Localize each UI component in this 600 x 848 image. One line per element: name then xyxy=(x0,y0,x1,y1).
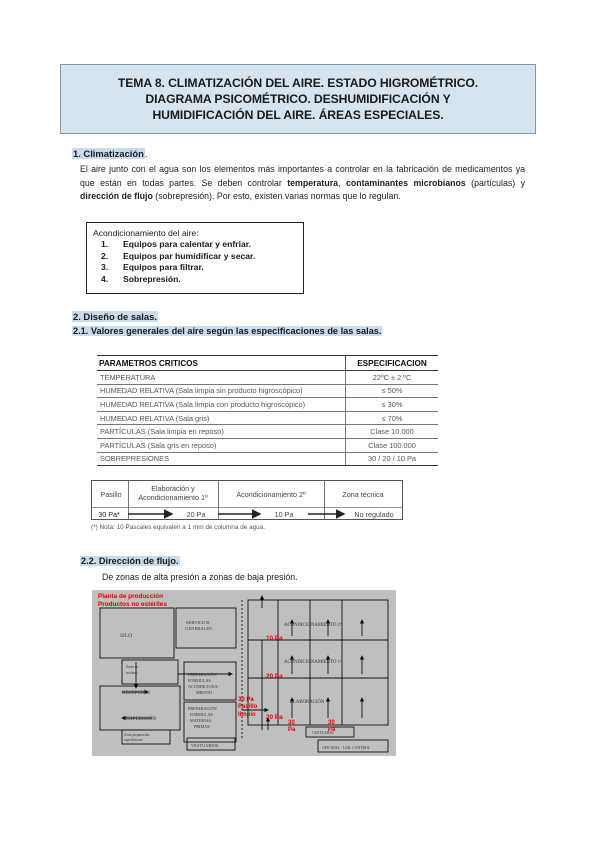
table-cell: Clase 10.000 xyxy=(346,425,439,439)
section1-heading-dot: . xyxy=(144,148,148,159)
label-elaboracion: ELABORACIÓN xyxy=(290,700,325,705)
section2-2-text: De zonas de alta presión a zonas de baja presión. xyxy=(102,572,298,582)
floor-plan-image xyxy=(92,590,396,756)
table-row xyxy=(97,384,438,398)
acondicionamiento-list xyxy=(93,239,297,285)
label-vestuarios: VESTUARIOS xyxy=(191,743,219,748)
flow-value-acond2: 10 Pa xyxy=(274,510,294,519)
label-prep-mat-3: MATERIAS xyxy=(190,718,211,723)
section2-1-heading xyxy=(72,326,382,336)
floor-plan-svg xyxy=(92,590,396,756)
section1-paragraph xyxy=(80,163,525,204)
para-bold-contaminantes: contaminantes microbianos xyxy=(345,177,466,188)
label-prep-mat-4: PRIMAS xyxy=(194,724,210,729)
para-bold-temperatura: temperatura xyxy=(287,177,339,188)
label-acond-1: ACONDICIONAMIENTO 1º xyxy=(284,660,342,665)
list-item-number: 1. xyxy=(101,239,109,249)
acondicionamiento-title: Acondicionamiento del aire: xyxy=(93,228,199,238)
section2-heading-text: 2. Diseño de salas. xyxy=(73,311,157,322)
label-red-30pa: 30 Pa xyxy=(238,697,254,703)
table-cell: PARTÍCULAS (Sala limpia en reposo) xyxy=(97,425,346,439)
label-prep-acond-4: MIENTO xyxy=(196,690,213,695)
label-zona-prep-1: Zona preparación xyxy=(124,733,150,737)
flow-arrows xyxy=(92,481,404,521)
flow-header-pasillo: Pasillo xyxy=(100,490,122,499)
title-line-3: HUMIDIFICACIÓN DEL AIRE. ÁREAS ESPECIALES. xyxy=(152,108,444,122)
title-line-2: DIAGRAMA PSICOMÉTRICO. DESHUMIDIFICACIÓN Y xyxy=(145,92,451,106)
table-row xyxy=(97,371,438,385)
section2-2-heading-text: 2.2. Dirección de flujo. xyxy=(81,556,179,566)
label-red-30-b1: 30 xyxy=(288,720,295,726)
section2-heading xyxy=(72,311,158,322)
table-cell: HUMEDAD RELATIVA (Sala gris) xyxy=(97,411,346,425)
list-item-text: Equipos para filtrar. xyxy=(123,262,204,273)
flow-value-pasillo: 30 Pa* xyxy=(98,510,120,519)
label-red-10pa: 10 Pa xyxy=(266,635,283,642)
flow-header-elab-1: Elaboración y xyxy=(151,484,195,493)
label-prep-acond-1: PREPARACIÓN xyxy=(188,672,217,677)
flow-header-elab-2: Acondicionamiento 1º xyxy=(138,493,208,502)
list-item xyxy=(93,274,297,286)
label-servicios-2: GENERALES xyxy=(185,626,212,631)
label-oficinas: OFICINAS · LAB. CONTROL xyxy=(322,746,371,750)
label-prep-mat-2: FORMULAS xyxy=(190,712,213,717)
list-item-number: 3. xyxy=(101,262,109,273)
flow-value-zona: No regulado xyxy=(354,510,394,519)
list-item-number: 2. xyxy=(101,250,109,261)
list-item-text: Sobrepresión. xyxy=(123,273,181,284)
label-expedicion: EXPEDICIÓN xyxy=(126,717,156,722)
room-silo xyxy=(100,608,174,658)
list-item xyxy=(93,262,297,274)
table-cell: TEMPERATURA xyxy=(97,371,346,385)
label-prep-acond-3: ACONDICIONA- xyxy=(188,684,219,689)
list-item-text: Equipos par humidificar y secar. xyxy=(123,250,256,261)
table-cell: HUMEDAD RELATIVA (Sala limpia con producto higroscópico) xyxy=(97,398,346,412)
para-part1: El aire junto con el agua son los elementos más importantes a controlar en la fabricación de medicamentos ya que están en todas partes. Se deben controlar xyxy=(80,164,525,188)
section1-heading xyxy=(72,148,147,159)
table-cell: PARTÍCULAS (Sala gris en reposo) xyxy=(97,438,346,452)
para-part2: (partículas) y xyxy=(465,177,525,188)
table-cell: 30 / 20 / 10 Pa xyxy=(346,452,439,466)
label-acond-2: ACONDICIONAMIENTO 2º xyxy=(284,623,342,628)
label-red-pasillo: Pasillo xyxy=(238,704,258,710)
table-row xyxy=(97,398,438,412)
label-recepcion: RECEPCIÓN xyxy=(122,691,150,696)
title-line-1: TEMA 8. CLIMATIZACIÓN DEL AIRE. ESTADO HIGROMÉTRICO. xyxy=(117,76,479,90)
label-red-30-c1: 30 xyxy=(328,720,335,726)
section1-heading-text: 1. Climatización xyxy=(73,148,144,159)
section2-1-heading-text: 2.1. Valores generales del aire según las especificaciones de las salas. xyxy=(73,326,382,336)
table-cell: ≤ 30% xyxy=(346,398,439,412)
table-header-row xyxy=(97,356,438,371)
pressure-note: (*) Nota: 10 Pascales equivalen a 1 mm de columna de agua. xyxy=(91,524,266,531)
label-red-productos: Productos no estériles xyxy=(98,601,167,608)
table-row xyxy=(97,438,438,452)
para-part3: (sobrepresión). Por esto, existen varias normas que lo regulan. xyxy=(152,191,401,201)
table-header-especificacion: ESPECIFICACION xyxy=(346,356,439,371)
label-red-planta: Planta de producción xyxy=(98,593,163,600)
table-row xyxy=(97,425,438,439)
acondicionamiento-box xyxy=(86,222,304,294)
list-item xyxy=(93,251,297,263)
table-row xyxy=(97,452,438,466)
label-red-30-b2: Pa xyxy=(288,727,296,733)
table-row xyxy=(97,411,438,425)
flow-header-zona: Zona técnica xyxy=(342,490,384,499)
params-table xyxy=(97,355,438,466)
table-cell: SOBREPRESIONES xyxy=(97,452,346,466)
para-sep: , xyxy=(338,177,346,188)
section2-2-heading xyxy=(80,556,180,566)
flow-header-acond2: Acondicionamiento 2º xyxy=(236,490,306,499)
label-zona-2: rechazo xyxy=(126,671,138,675)
label-red-20pa: 20 Pa xyxy=(266,673,283,680)
list-item-text: Equipos para calentar y enfriar. xyxy=(123,239,251,249)
title-box xyxy=(60,64,536,134)
label-silo: SILO xyxy=(120,633,133,639)
table-cell: HUMEDAD RELATIVA (Sala limpia sin producto higroscópico) xyxy=(97,384,346,398)
label-vestuario: VESTUARIO xyxy=(312,731,334,735)
list-item-number: 4. xyxy=(101,273,109,284)
table-cell: 22ºC ± 2 ºC xyxy=(346,371,439,385)
table-cell: ≤ 70% xyxy=(346,411,439,425)
label-red-30-c2: Pa xyxy=(328,727,336,733)
list-item xyxy=(93,239,297,251)
label-red-limpio: limpio xyxy=(238,712,256,718)
para-bold-direccion: dirección de flujo xyxy=(80,191,153,201)
flow-value-elab: 20 Pa xyxy=(186,510,206,519)
table-cell: Clase 100.000 xyxy=(346,438,439,452)
table-header-parametros: PARAMETROS CRITICOS xyxy=(97,356,346,371)
pressure-flow-table xyxy=(91,480,403,520)
label-zona-1: Zona de xyxy=(126,665,139,669)
label-prep-acond-2: FORMULAS xyxy=(188,678,211,683)
label-zona-prep-2: expediciones xyxy=(124,738,143,742)
table-cell: ≤ 50% xyxy=(346,384,439,398)
label-red-20pa-b: 20 Pa xyxy=(266,714,283,721)
label-prep-mat-1: PREPARACIÓN xyxy=(188,706,217,711)
label-servicios-1: SERVICIOS xyxy=(186,620,210,625)
